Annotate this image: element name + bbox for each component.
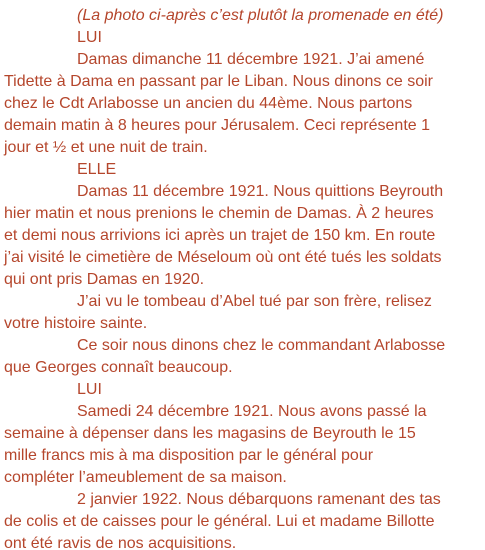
paragraph-line: J’ai vu le tombeau d’Abel tué par son frère, relisez: [77, 293, 432, 310]
paragraph-line: qui ont pris Damas en 1920.: [4, 271, 205, 288]
paragraph-line: compléter l’ameublement de sa maison.: [4, 469, 287, 486]
paragraph-line: j’ai visité le cimetière de Méseloum où ont été tués les soldats: [4, 249, 442, 266]
paragraph-line: jour et ½ et une nuit de train.: [4, 139, 208, 156]
speaker-label: LUI: [77, 381, 102, 398]
speaker-label: ELLE: [77, 161, 117, 178]
intro-note: (La photo ci-après c’est plutôt la promenade en été): [77, 7, 444, 24]
paragraph-line: mille francs mis à ma disposition par le général pour: [4, 447, 374, 464]
speaker-label: LUI: [77, 29, 102, 46]
paragraph-line: Samedi 24 décembre 1921. Nous avons passé la: [77, 403, 427, 420]
paragraph-line: 2 janvier 1922. Nous débarquons ramenant des tas: [77, 491, 441, 508]
paragraph-line: de colis et de caisses pour le général. Lui et madame Billotte: [4, 513, 435, 530]
paragraph-line: Tidette à Dama en passant par le Liban. Nous dinons ce soir: [4, 73, 433, 90]
paragraph-line: et demi nous arrivions ici après un trajet de 150 km. En route: [4, 227, 436, 244]
paragraph-line: Damas dimanche 11 décembre 1921. J’ai amené: [77, 51, 425, 68]
paragraph-line: semaine à dépenser dans les magasins de Beyrouth le 15: [4, 425, 416, 442]
paragraph-line: que Georges connaît beaucoup.: [4, 359, 233, 376]
paragraph-line: ont été ravis de nos acquisitions.: [4, 535, 237, 550]
paragraph-line: demain matin à 8 heures pour Jérusalem. Ceci représente 1: [4, 117, 430, 134]
paragraph-line: chez le Cdt Arlabosse un ancien du 44ème. Nous partons: [4, 95, 413, 112]
paragraph-line: votre histoire sainte.: [4, 315, 148, 332]
paragraph-line: Damas 11 décembre 1921. Nous quittions Beyrouth: [77, 183, 444, 200]
paragraph-line: Ce soir nous dinons chez le commandant Arlabosse: [77, 337, 446, 354]
paragraph-line: hier matin et nous prenions le chemin de Damas. À 2 heures: [4, 205, 434, 222]
